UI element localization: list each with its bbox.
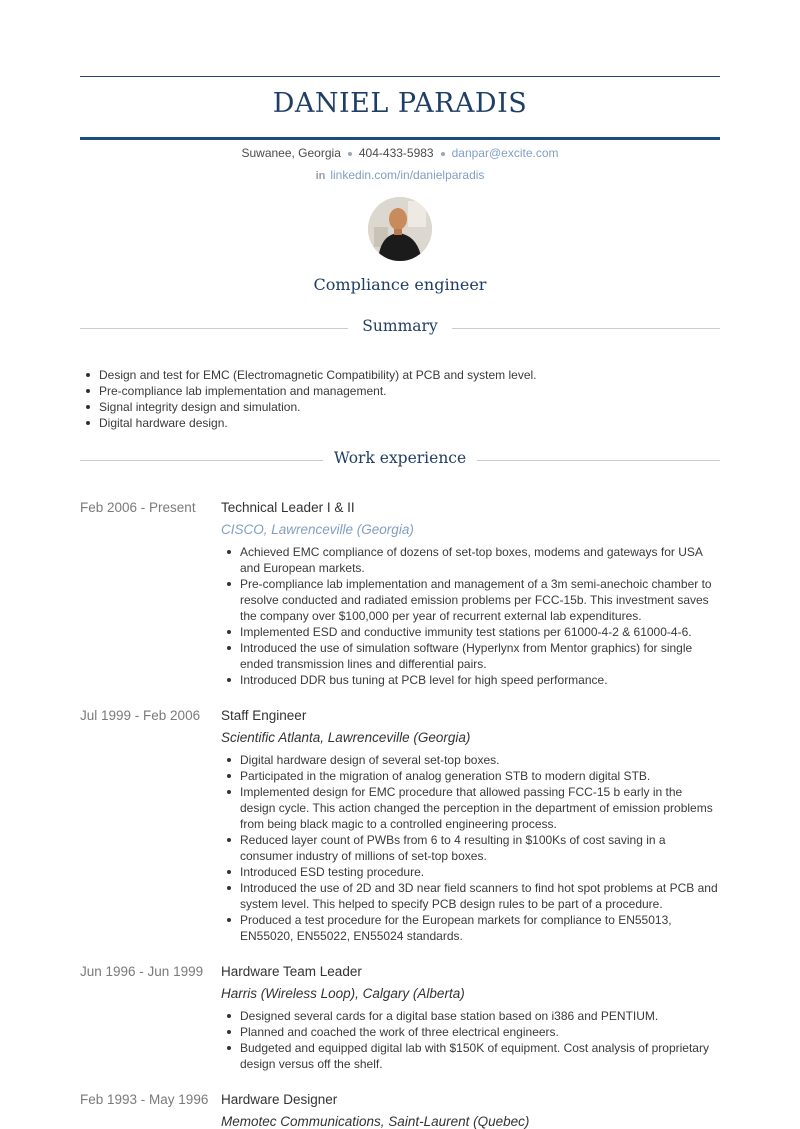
job-duties xyxy=(221,544,720,688)
list-item: Digital hardware design of several set-top boxes. xyxy=(221,752,720,768)
list-item: Achieved EMC compliance of dozens of set-top boxes, modems and gateways for USA and European markets. xyxy=(221,544,720,576)
list-item: Produced a test procedure for the European markets for compliance to EN55013, EN55020, EN55022, EN55024 standards. xyxy=(221,912,720,944)
location: Suwanee, Georgia xyxy=(241,146,341,160)
job-company: Harris (Wireless Loop), Calgary (Alberta) xyxy=(221,986,465,1001)
summary-heading-label: Summary xyxy=(362,317,438,335)
job-role: Technical Leader I & II xyxy=(221,500,355,515)
job-dates: Jul 1999 - Feb 2006 xyxy=(80,708,201,723)
name-rule xyxy=(80,137,720,140)
job-role: Hardware Designer xyxy=(221,1092,338,1107)
list-item: Planned and coached the work of three electrical engineers. xyxy=(221,1024,720,1040)
list-item: Reduced layer count of PWBs from 6 to 4 resulting in $100Ks of cost saving in a consumer industry of millions of set-top boxes. xyxy=(221,832,720,864)
list-item: Pre-compliance lab implementation and management of a 3m semi-anechoic chamber to resolve conducted and radiated emission problems per FCC-15b. This investment saves the company over $100,000 per year of recurrent external lab expenditures. xyxy=(221,576,720,624)
email-link[interactable]: danpar@excite.com xyxy=(451,146,559,160)
list-item: Designed several cards for a digital base station based on i386 and PENTIUM. xyxy=(221,1008,720,1024)
contact-line xyxy=(80,146,720,160)
phone: 404-433-5983 xyxy=(358,146,434,160)
list-item: Design and test for EMC (Electromagnetic Compatibility) at PCB and system level. xyxy=(80,367,720,383)
work-experience-heading xyxy=(80,449,720,471)
summary-heading xyxy=(80,317,720,339)
avatar-photo xyxy=(368,197,432,261)
job-role: Staff Engineer xyxy=(221,708,307,723)
candidate-name: DANIEL PARADIS xyxy=(272,88,528,119)
list-item: Implemented design for EMC procedure that allowed passing FCC-15 b early in the design cycle. This action changed the perception in the department of emission problems from being black magic to a controlled engineering process. xyxy=(221,784,720,832)
list-item: Introduced DDR bus tuning at PCB level for high speed performance. xyxy=(221,672,720,688)
job-dates: Feb 2006 - Present xyxy=(80,500,196,515)
dot-separator xyxy=(441,152,445,156)
job-duties xyxy=(221,752,720,944)
list-item: Participated in the migration of analog generation STB to modern digital STB. xyxy=(221,768,720,784)
dot-separator xyxy=(348,152,352,156)
job-company: Memotec Communications, Saint-Laurent (Quebec) xyxy=(221,1114,530,1129)
job-dates: Jun 1996 - Jun 1999 xyxy=(80,964,204,979)
job-dates: Feb 1993 - May 1996 xyxy=(80,1092,209,1107)
list-item: Introduced the use of simulation software (Hyperlynx from Mentor graphics) for single ended transmission lines and differential pairs. xyxy=(221,640,720,672)
linkedin-icon: in xyxy=(315,170,326,182)
top-rule xyxy=(80,76,720,77)
list-item: Introduced the use of 2D and 3D near field scanners to find hot spot problems at PCB and system level. This helped to specify PCB design rules to be part of a procedure. xyxy=(221,880,720,912)
work-experience-heading-label: Work experience xyxy=(333,449,467,467)
job-duties xyxy=(221,1008,720,1072)
resume-page xyxy=(80,0,720,1128)
list-item: Budgeted and equipped digital lab with $150K of equipment. Cost analysis of proprietary design versus off the shelf. xyxy=(221,1040,720,1072)
list-item: Digital hardware design. xyxy=(80,415,720,431)
job-company: CISCO, Lawrenceville (Georgia) xyxy=(221,522,414,537)
linkedin-link[interactable]: linkedin.com/in/danielparadis xyxy=(330,168,485,182)
job-title: Compliance engineer xyxy=(313,275,487,294)
list-item: Introduced ESD testing procedure. xyxy=(221,864,720,880)
avatar xyxy=(368,197,432,261)
list-item: Pre-compliance lab implementation and management. xyxy=(80,383,720,399)
list-item: Implemented ESD and conductive immunity test stations per 61000-4-2 & 61000-4-6. xyxy=(221,624,720,640)
summary-list xyxy=(80,367,720,431)
job-company: Scientific Atlanta, Lawrenceville (Georgia) xyxy=(221,730,471,745)
job-role: Hardware Team Leader xyxy=(221,964,362,979)
linkedin-line xyxy=(80,168,720,182)
list-item: Signal integrity design and simulation. xyxy=(80,399,720,415)
